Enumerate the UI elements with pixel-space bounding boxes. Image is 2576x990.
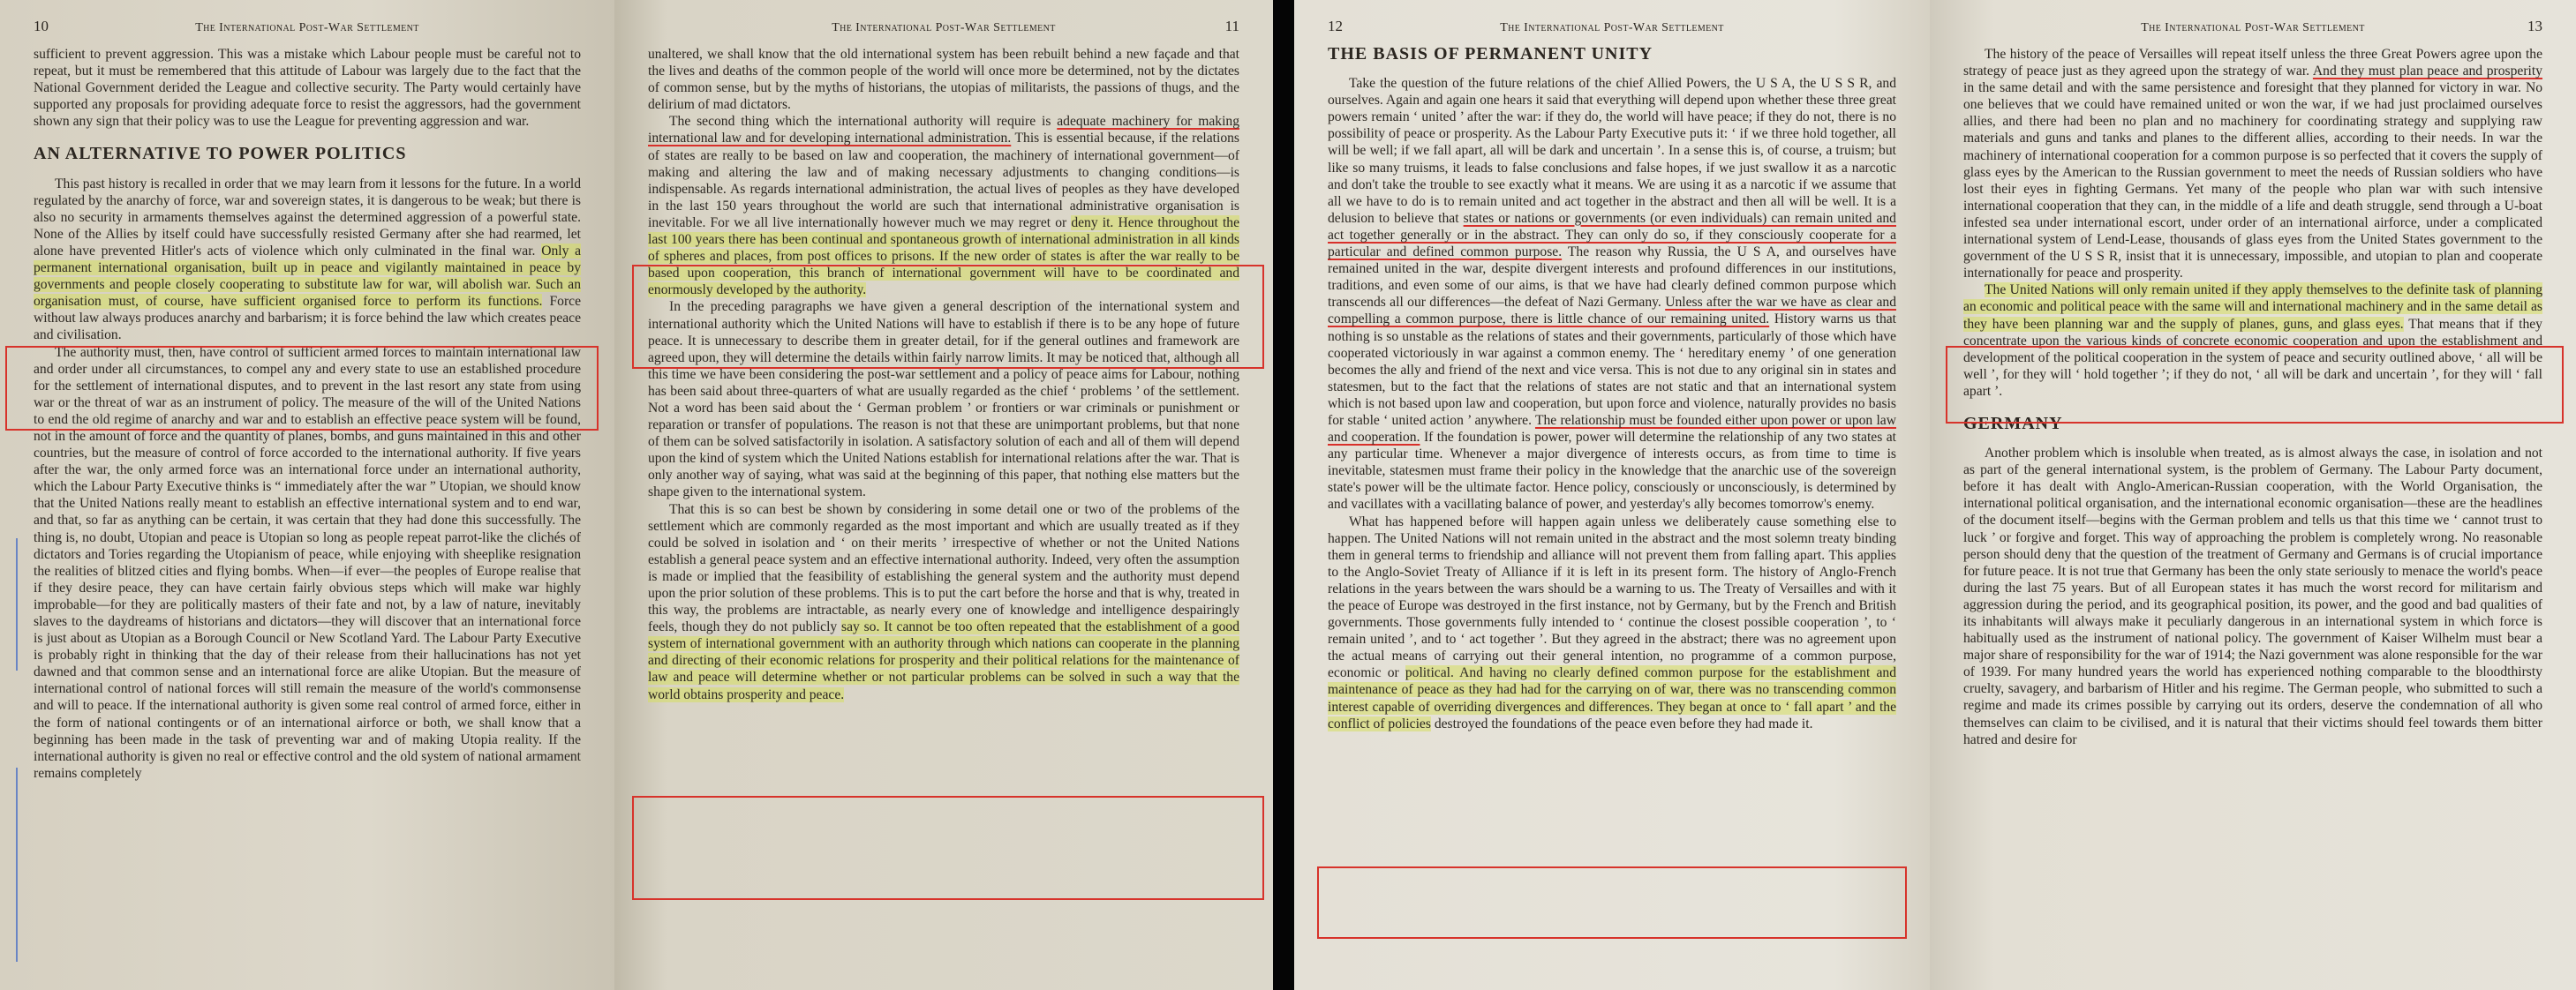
left-spread	[0, 0, 1273, 990]
page-number: 13	[2527, 18, 2542, 34]
underlined-passage: And they must plan peace and prosperity	[2312, 64, 2542, 79]
running-title: The International Post-War Settlement	[832, 21, 1056, 34]
highlighted-passage: Only a permanent international organisation, built up in peace and vigilantly maintained in peace by governments and people closely cooperating to substitute law for war, will abolish war. Such an organisation must, of course, have sufficient organised force to perform its functions.	[34, 243, 582, 310]
paragraph: What has happened before will happen again unless we deliberately cause something else to happen. The United Nations will not remain united in the abstract and the most solemn treaty binding them in general terms to friendship and alliance will not prevent them from falling apart. This applies to the Anglo-Soviet Treaty of Alliance if it is left in its present form. The history of Anglo-French relations in the years between the wars should be a warning to us. The Treaty of Versailles and with it the peace of Europe was destroyed in the first instance, not by Germany, but by the French and British governments. Those governments fully intended to ‘ continue the closest possible cooperation ’, to ‘ remain united ’, and to ‘ act together ’. But they agreed in the abstract; there was no agreement upon the actual means of carrying out their general intention, no programme of a common purpose, economic or political. And having no clearly defined common purpose for the establishment and maintenance of peace as they had had for the carrying on of war, there was no transcending common interest capable of overriding divergences and differences. They began at once to ‘ fall apart ’ and the conflict of policies destroyed the foundations of the peace even before they had made it.	[1328, 514, 1896, 731]
underlined-passage: states or nations or governments (or even individuals) can remain united and act together generally or in the abstract. They can only do so, if they consciously cooperate for a particular and defined common purpose.	[1328, 210, 1896, 260]
underlined-passage: The relationship must be founded either upon power or upon law and cooperation.	[1328, 412, 1896, 446]
highlighted-passage: deny it. Hence throughout the last 100 years there has been continual and spontaneous growth of international administration in all kinds of spheres and places, from post offices to prisons. If the new order of states is after the war really to be based upon cooperation, this branch of international government will have to be coordinated and enormously developed by the authority.	[648, 214, 1240, 298]
paragraph: That this is so can best be shown by considering in some detail one or two of the problems of the settlement which are commonly regarded as the most important and which are usually treated as if they could be solved in isolation and ‘ on their merits ’ irrespective of whether or not the United Nations establish a general peace system and an effective international authority. Indeed, very often the assumption is made or implied that the feasibility of establishing the general system and the authority must depend upon the prior solution of these problems. This is to put the cart before the horse and that is why, treated in this way, the problems are intractable, as nearly every one of knowledge and intelligence despairingly feels, though they do not publicly say so. It cannot be too often repeated that the establishment of a good system of international government with an authority through which nations can cooperate in the planning and directing of their economic relations for prosperity and their political relations for the maintenance of law and peace will determine whether or not particular problems can be solved in such a way that the world obtains prosperity and peace.	[648, 501, 1240, 702]
paragraph: The authority must, then, have control of sufficient armed forces to maintain international law and order under all circumstances, to compel any and every state to use an established procedure for the settlement of international disputes, and to prevent in the last resort any state from using war or the threat of war as an instrument of policy. The measure of the will of the United Nations to end the old regime of anarchy and war and to establish an effective peace system will be found, not in the amount of force and the quantity of planes, bombs, and guns maintained in this and other countries, but the measure of control of force accorded to the international authority. If five years after the war, the only armed force was an international force under an international authority, which the Labour Party Executive thinks is “ immediately after the war ” Utopian, we should know that the United Nations really meant to establish an effective international system and to end war, and that, so far as anything can be certain, it was certain that they had done this successfully. The thing is, no doubt, Utopian and peace is Utopian so long as people repeat parrot-like the clichés of dictators and Tories regarding the Utopianism of peace, while enjoying with sheeplike resignation the realities of blitzed cities and flying bombs. When—if ever—the peoples of Europe realise that if they desire peace, they can have certain fairly obvious steps which will make war highly improbable—for they are politically masters of their fate and not, by a law of nature, inevitably slaves to the daydreams of historians and dictators—they will discover that an international force is just about as Utopian as a Borough Council or New Scotland Yard. The Labour Party Executive is probably right in thinking that the day of their release from their hallucinations has not yet dawned and that common sense and an international force are alike Utopian. But the measure of international control of national forces will still remain the measure of the world's commonsense and will to peace. If the international authority is given some real control of armed force, either in the form of national contingents or of an international airforce or both, we shall know that a beginning has been made in the task of preventing war and of making Utopia reality. If the international authority is given no real or effective control and the old system of national armament remains completely	[34, 344, 581, 781]
paragraph: The history of the peace of Versailles will repeat itself unless the three Great Powers agree upon the strategy of peace just as they agreed upon the strategy of war. And they must plan peace and prosperity in the same detail and with the same persistence and foresight that they planned for victory in war. No one believes that we could have remained united or won the war, if we had just proclaimed ourselves allies, and there had been no plan and no machinery for coordinating strategy and supplying raw materials and guns and tanks and planes to the different allies, according to their needs. In war the machinery of international cooperation for a common purpose is so perfected that it covers the supply of glass eyes by the American to the Russian government to meet the needs of Russian soldiers who have lost their eyes in fighting Germans. Yet many of the people who plan war with such intensive international cooperation that they can, in the middle of a life and death struggle, send through a U-boat infested sea under international escort, under order of an international airforce, under a complicated international system of Lend-Lease, thousands of glass eyes from the United States government to the government of the U S S R, insist that it is unnecessary, impossible, and utopian to plan and cooperate internationally for peace and prosperity.	[1963, 47, 2542, 281]
paragraph: This past history is recalled in order that we may learn from it lessons for the future. In a world regulated by the anarchy of force, war and sovereign states, it is dangerous to be weak; but there is also no security in armaments themselves against the determined aggression of a powerful state. None of the Allies by itself could have successfully resisted Germany after she had rearmed, let alone have prevented Hitler's acts of violence which only culminated in the final war. Only a permanent international organisation, built up in peace and vigilantly maintained in peace by governments and people closely cooperating to substitute law for war, will abolish war. Such an organisation must, of course, have sufficient organised force to perform its functions. Force without law always produces anarchy and barbarism; it is force behind the law which creates peace and civilisation.	[34, 176, 582, 343]
running-head	[1328, 18, 1896, 35]
paragraph: The United Nations will only remain united if they apply themselves to the definite task of planning an economic and political peace with the same will and international machinery and in the same detail as they have been planning war and the supply of planes, guns, and glass eyes. That means that if they concentrate upon the various kinds of concrete economic cooperation and upon the establishment and development of the political cooperation in the system of peace and security outlined above, ‘ all will be well ’, for they will ‘ hold together ’; if they do not, ‘ all will be dark and uncertain ’, for they will ‘ fall apart ’.	[1963, 282, 2542, 399]
page-body	[648, 46, 1239, 703]
paragraph: Another problem which is insoluble when treated, as is almost always the case, in isolation and not as part of the general international system, is the problem of Germany. The Labour Party document, before it has dealt with Anglo-American-Russian cooperation, with the World Organisation, the international political organisation, and the international economic organisation—these are the headlines of the document itself—begins with the German problem and tells us that this time we ‘ cannot trust to luck ’ or forgive and forget. This way of approaching the problem is completely wrong. No reasonable person should deny that the question of the treatment of Germany and Germans is of crucial importance for future peace. It is not true that Germany has been the only state seriously to menace the world's peace during the last 75 years. But of all European states it has much the worst record for militarism and aggression during the period, and its geographical position, its power, and the good and bad qualities of its inhabitants will always make it peculiarly dangerous in an international system in which force is habitually used as the instrument of national policy. The government of Kaiser Wilhelm must bear a major share of responsibility for the war of 1914; the Nazi government was alone responsible for the war of 1939. For many hundred years the world has experienced nothing comparable to the bloodthirsty cruelty, savagery, and barbarism of Hitler and his regime. The German people, who submitted to such a regime and made its crimes possible by carrying out its orders, deserve the condemnation of all who themselves can claim to be civilised, and it is natural that their victims should feel towards them bitter hatred and desire for	[1963, 446, 2542, 747]
pencil-margin-mark	[16, 538, 18, 671]
page-number: 10	[34, 18, 49, 34]
page-number: 12	[1328, 18, 1343, 34]
paragraph: sufficient to prevent aggression. This was a mistake which Labour people must be careful not to repeat, but it must be remembered that this attitude of Labour was largely due to the fact that the National Government derided the League and collective security. The Party would certainly have supported any proposals for providing adequate force to resist the aggressors, had the government shown any sign that their policy was to use the League for preventing aggression and war.	[34, 47, 581, 130]
running-head	[1963, 18, 2542, 35]
running-title: The International Post-War Settlement	[195, 21, 419, 34]
paragraph: The second thing which the international authority will require is adequate machinery for making international law and for developing international administration. This is essential because, if the relations of states are really to be based on law and cooperation, the machinery of international government—of making and altering the law and of making necessary adjustments to changing conditions—is indispensable. As regards international administration, the actual lives of peoples as they have developed in the last 150 years throughout the world are such that international administrative organisation is inevitable. For we all live internationally however much we may regret or deny it. Hence throughout the last 100 years there has been continual and spontaneous growth of international administration in all kinds of spheres and places, from post offices to prisons. If the new order of states is after the war really to be based upon cooperation, this branch of international government will have to be coordinated and enormously developed by the authority.	[648, 114, 1240, 298]
paragraph: unaltered, we shall know that the old international system has been rebuilt behind a new façade and that the lives and deaths of the common people of the world will once more be determined, not by the dictates of common sense, but by the myths of historians, the utopias of militarists, the passions of thugs, and the delirium of mad dictators.	[648, 47, 1239, 113]
right-spread	[1294, 0, 2576, 990]
page-11	[614, 0, 1273, 990]
running-head	[34, 18, 581, 35]
highlighted-passage: political. And having no clearly defined common purpose for the establishment and maintenance of peace as they had had for the carrying on of war, there was no transcending common interest capable of overriding divergences and differences. They began at once to ‘ fall apart ’ and the conflict of policies	[1328, 665, 1896, 731]
highlighted-passage: say so. It cannot be too often repeated that the establishment of a good system of international government with an authority through which nations can cooperate in the planning and directing of their economic relations for prosperity and their political relations for the maintenance of law and peace will determine whether or not particular problems can be solved in such a way that the world obtains prosperity and peace.	[648, 619, 1240, 702]
page-number: 11	[1224, 18, 1239, 34]
section-heading: THE BASIS OF PERMANENT UNITY	[1328, 44, 1653, 64]
running-head	[648, 18, 1239, 35]
red-annotation-box	[1317, 866, 1907, 939]
page-13	[1930, 0, 2576, 990]
section-heading: GERMANY	[1963, 413, 2063, 433]
underlined-passage: adequate machinery for making international law and for developing international administration.	[648, 114, 1239, 146]
paragraph: Take the question of the future relations of the chief Allied Powers, the U S A, the U S S R, and ourselves. Again and again one hears it said that everything will depend upon whether these three great powers remain ‘ united ’ after the war: if they do, the world will have peace; if they do not, there is no possibility of peace or prosperity. As the Labour Party Executive puts it: ‘ if we three hold together, all will be well; if we fall apart, all will be dark and uncertain ’. In a sense this is, of course, a truism; but like so many truisms, it leads to false conclusions and false hopes, if we just swallow it as a narcotic and don't take the trouble to see exactly what it means. We are using it as a narcotic if we assume that all we have to do is to remain united and act together in the abstract and then all will be well. It is a delusion to believe that states or nations or governments (or even individuals) can remain united and act together generally or in the abstract. They can only do so, if they consciously cooperate for a particular and defined common purpose. The reason why Russia, the U S A, and ourselves have remained united in the war, despite divergent interests and profound differences in our institutions, traditions, and even some of our aims, is that we have had clearly defined common purpose which transcends all our differences—the defeat of Nazi Germany. Unless after the war we have as clear and compelling a common purpose, there is little chance of our remaining united. History warns us that nothing is so unstable as the relations of states and their governments, particularly of those which have cooperated victoriously in war against a common enemy. The ‘ hereditary enemy ’ of one generation becomes the ally and friend of the next and vice versa. This is not due to any original sin in states and statesmen, but to the fact that the relations of states are not static and that an international system which is not based upon law and cooperation, but upon force and violence, naturally provides no basis for stable ‘ united action ’ anywhere. The relationship must be founded either upon power or upon law and cooperation. If the foundation is power, power will determine the relationship of any two states at any particular time. Whenever a major divergence of interests occurs, as from time to time is inevitable, statesmen must frame their policy in the knowledge that the anarchic use of the sovereign state's power will be the ultimate factor. Hence policy, consciously or unconsciously, is determined by and vacillates with a vacillating balance of power, and yesterday's ally becomes tomorrow's enemy.	[1328, 76, 1897, 513]
underlined-passage: Unless after the war we have as clear and compelling a common purpose, there is little chance of our remaining united.	[1328, 295, 1896, 327]
running-title: The International Post-War Settlement	[1500, 21, 1724, 34]
page-body	[34, 46, 581, 782]
section-heading: AN ALTERNATIVE TO POWER POLITICS	[34, 144, 407, 164]
page-body	[1963, 46, 2542, 748]
running-title: The International Post-War Settlement	[2141, 21, 2365, 34]
page-10	[0, 0, 614, 990]
red-annotation-box	[632, 796, 1264, 900]
spread-divider	[1273, 0, 1294, 990]
paragraph: In the preceding paragraphs we have given a general description of the international system and international authority which the United Nations will have to establish if there is to be any hope of future peace. It is unnecessary to describe them in greater detail, for if the general outlines and framework are agreed upon, they will determine the details within fairly narrow limits. It may be noticed that, although all this time we have been considering the post-war settlement and a policy of peace aims for Labour, nothing has been said about three-quarters of what are usually regarded as the chief ‘ problems ’ of the settlement. Not a word has been said about the ‘ German problem ’ or frontiers or war criminals or punishment or reparation or transfer of populations. The reason is not that these are unimportant problems, but that none of them can be solved satisfactorily in isolation. A satisfactory solution of each and all of them will depend upon the kind of system which the United Nations establish for international relations after the war. That is only another way of saying, what was said at the beginning of this paper, that nothing else matters but the shape given to the international system.	[648, 299, 1239, 500]
pencil-margin-mark	[16, 768, 18, 962]
highlighted-passage: The United Nations will only remain united if they apply themselves to the definite task of planning an economic and political peace with the same will and international machinery and in the same detail as they have been planning war and the supply of planes, guns, and glass eyes.	[1963, 282, 2542, 332]
page-body	[1328, 46, 1896, 732]
page-12	[1294, 0, 1930, 990]
